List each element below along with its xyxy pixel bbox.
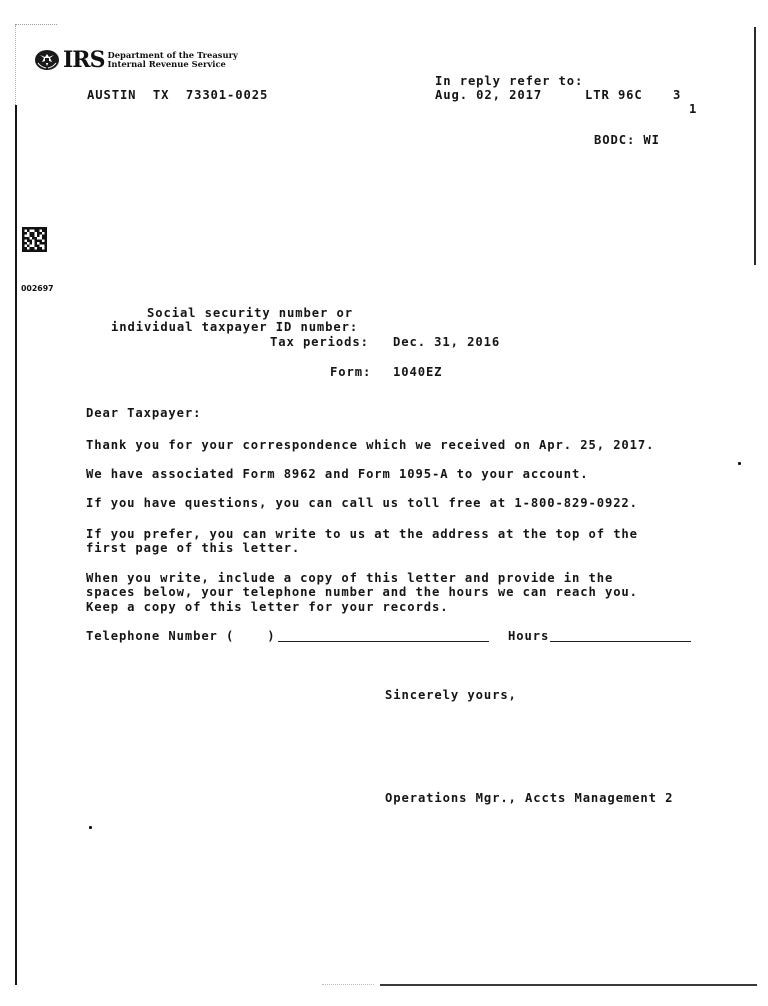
scan-speck bbox=[89, 826, 92, 829]
scan-border-bottom bbox=[380, 984, 757, 986]
sender-address: AUSTIN TX 73301-0025 bbox=[87, 88, 269, 102]
paragraph-write-line2: first page of this letter. bbox=[86, 541, 301, 555]
paragraph-toll-free: If you have questions, you can call us toll free at 1-800-829-0922. bbox=[86, 496, 638, 510]
paragraph-correspondence: Thank you for your correspondence which we received on Apr. 25, 2017. bbox=[86, 438, 655, 452]
ssn-label-line1: Social security number or bbox=[147, 306, 353, 320]
hours-field[interactable] bbox=[550, 630, 691, 642]
tax-periods-value: Dec. 31, 2016 bbox=[393, 335, 501, 349]
reply-refer-label: In reply refer to: bbox=[435, 74, 584, 88]
paragraph-include-line3: Keep a copy of this letter for your records. bbox=[86, 600, 449, 614]
tax-periods-label: Tax periods: bbox=[270, 335, 369, 349]
scan-border-left bbox=[15, 105, 17, 985]
scan-specks-bottom bbox=[322, 984, 374, 986]
department-line2: Internal Revenue Service bbox=[107, 59, 226, 69]
irs-logo bbox=[34, 49, 238, 71]
ssn-label-line2: individual taxpayer ID number: bbox=[111, 320, 359, 334]
form-label: Form: bbox=[330, 365, 372, 379]
paragraph-associated-forms: We have associated Form 8962 and Form 1095-A to your account. bbox=[86, 467, 589, 481]
page-number: 1 bbox=[689, 102, 698, 116]
salutation: Dear Taxpayer: bbox=[86, 406, 202, 420]
irs-eagle-icon bbox=[34, 49, 60, 71]
hours-label: Hours bbox=[508, 629, 550, 643]
scan-border-right bbox=[754, 27, 756, 265]
paragraph-write-line1: If you prefer, you can write to us at the address at the top of the bbox=[86, 527, 638, 541]
scan-border-top bbox=[15, 24, 57, 26]
document-number: 002697 bbox=[21, 284, 54, 293]
scan-speck bbox=[738, 462, 741, 465]
department-line1: Department of the Treasury bbox=[107, 50, 238, 60]
letter-date: Aug. 02, 2017 bbox=[435, 88, 543, 102]
signature-title: Operations Mgr., Accts Management 2 bbox=[385, 791, 674, 805]
letter-code-suffix: 3 bbox=[673, 88, 682, 102]
letter-code: LTR 96C bbox=[585, 88, 643, 102]
valediction: Sincerely yours, bbox=[385, 688, 517, 702]
scan-border-left-faint bbox=[15, 25, 17, 105]
telephone-label: Telephone Number ( ) bbox=[86, 629, 276, 643]
form-value: 1040EZ bbox=[393, 365, 443, 379]
2d-barcode-icon bbox=[22, 227, 47, 252]
paragraph-include-line1: When you write, include a copy of this letter and provide in the bbox=[86, 571, 614, 585]
bodc-code: BODC: WI bbox=[594, 133, 660, 147]
paragraph-include-line2: spaces below, your telephone number and the hours we can reach you. bbox=[86, 585, 638, 599]
telephone-field[interactable] bbox=[278, 630, 489, 642]
irs-department bbox=[107, 51, 237, 69]
irs-wordmark: IRS bbox=[63, 47, 105, 73]
